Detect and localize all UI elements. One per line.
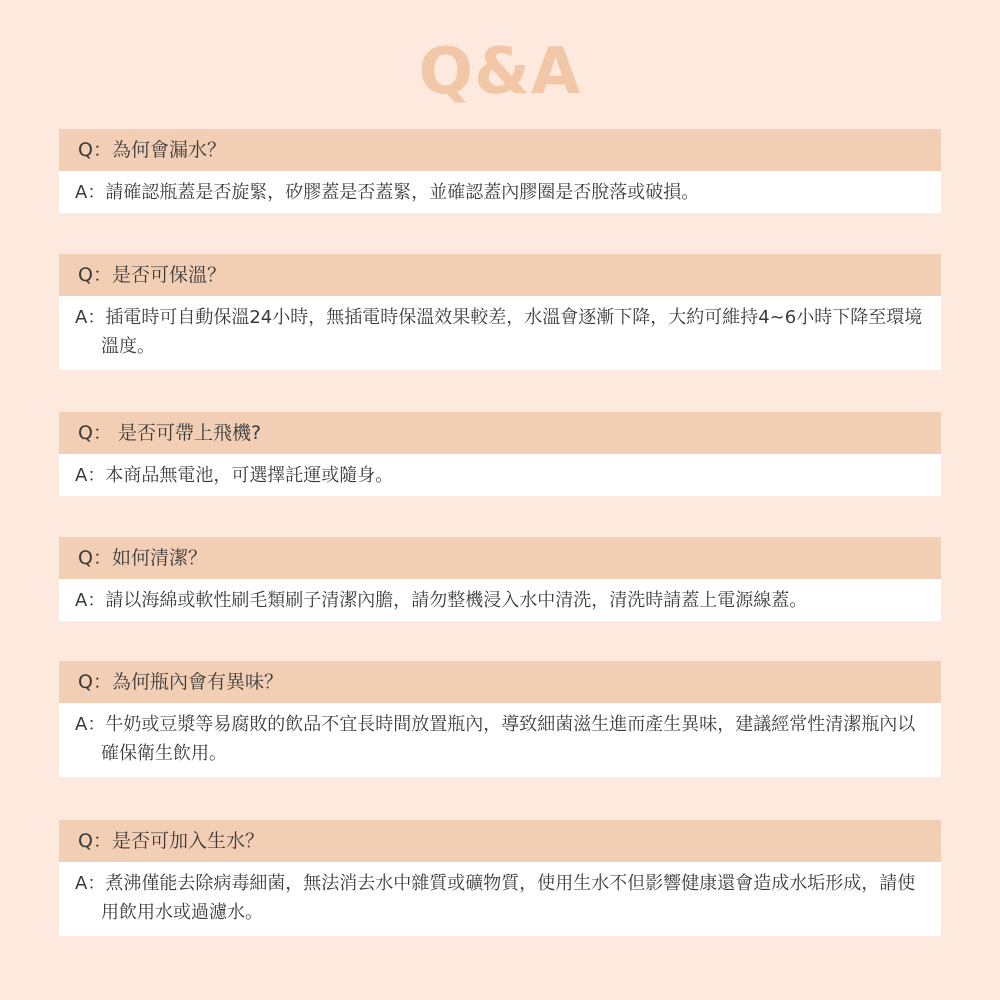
- question-bar: Q：是否可加入生水？: [59, 820, 941, 862]
- question-bar: Q： 是否可帶上飛機?: [59, 412, 941, 454]
- page-title: Q&A: [418, 35, 582, 109]
- answer-box: A：插電時可自動保溫24小時，無插電時保溫效果較差，水溫會逐漸下降，大約可維持4~6小時下降至環境溫度。: [59, 296, 941, 370]
- qa-item-airplane: [59, 412, 941, 496]
- qa-item-odor: [59, 661, 941, 777]
- answer-box: A：本商品無電池，可選擇託運或隨身。: [59, 454, 941, 496]
- qa-item-keep-warm: [59, 254, 941, 370]
- question-bar: Q：如何清潔？: [59, 537, 941, 579]
- answer-box: A：請以海綿或軟性刷毛類刷子清潔內膽，請勿整機浸入水中清洗，清洗時請蓋上電源線蓋。: [59, 579, 941, 621]
- qa-item-raw-water: [59, 820, 941, 936]
- answer-box: A：請確認瓶蓋是否旋緊，矽膠蓋是否蓋緊，並確認蓋內膠圈是否脫落或破損。: [59, 171, 941, 213]
- question-bar: Q：為何會漏水？: [59, 129, 941, 171]
- qa-item-leak: [59, 129, 941, 213]
- question-bar: Q：是否可保溫？: [59, 254, 941, 296]
- question-bar: Q：為何瓶內會有異味？: [59, 661, 941, 703]
- qa-item-cleaning: [59, 537, 941, 621]
- answer-box: A：煮沸僅能去除病毒細菌，無法消去水中雜質或礦物質，使用生水不但影響健康還會造成水垢形成，請使用飲用水或過濾水。: [59, 862, 941, 936]
- answer-box: A：牛奶或豆漿等易腐敗的飲品不宜長時間放置瓶內，導致細菌滋生進而產生異味，建議經常性清潔瓶內以確保衛生飲用。: [59, 703, 941, 777]
